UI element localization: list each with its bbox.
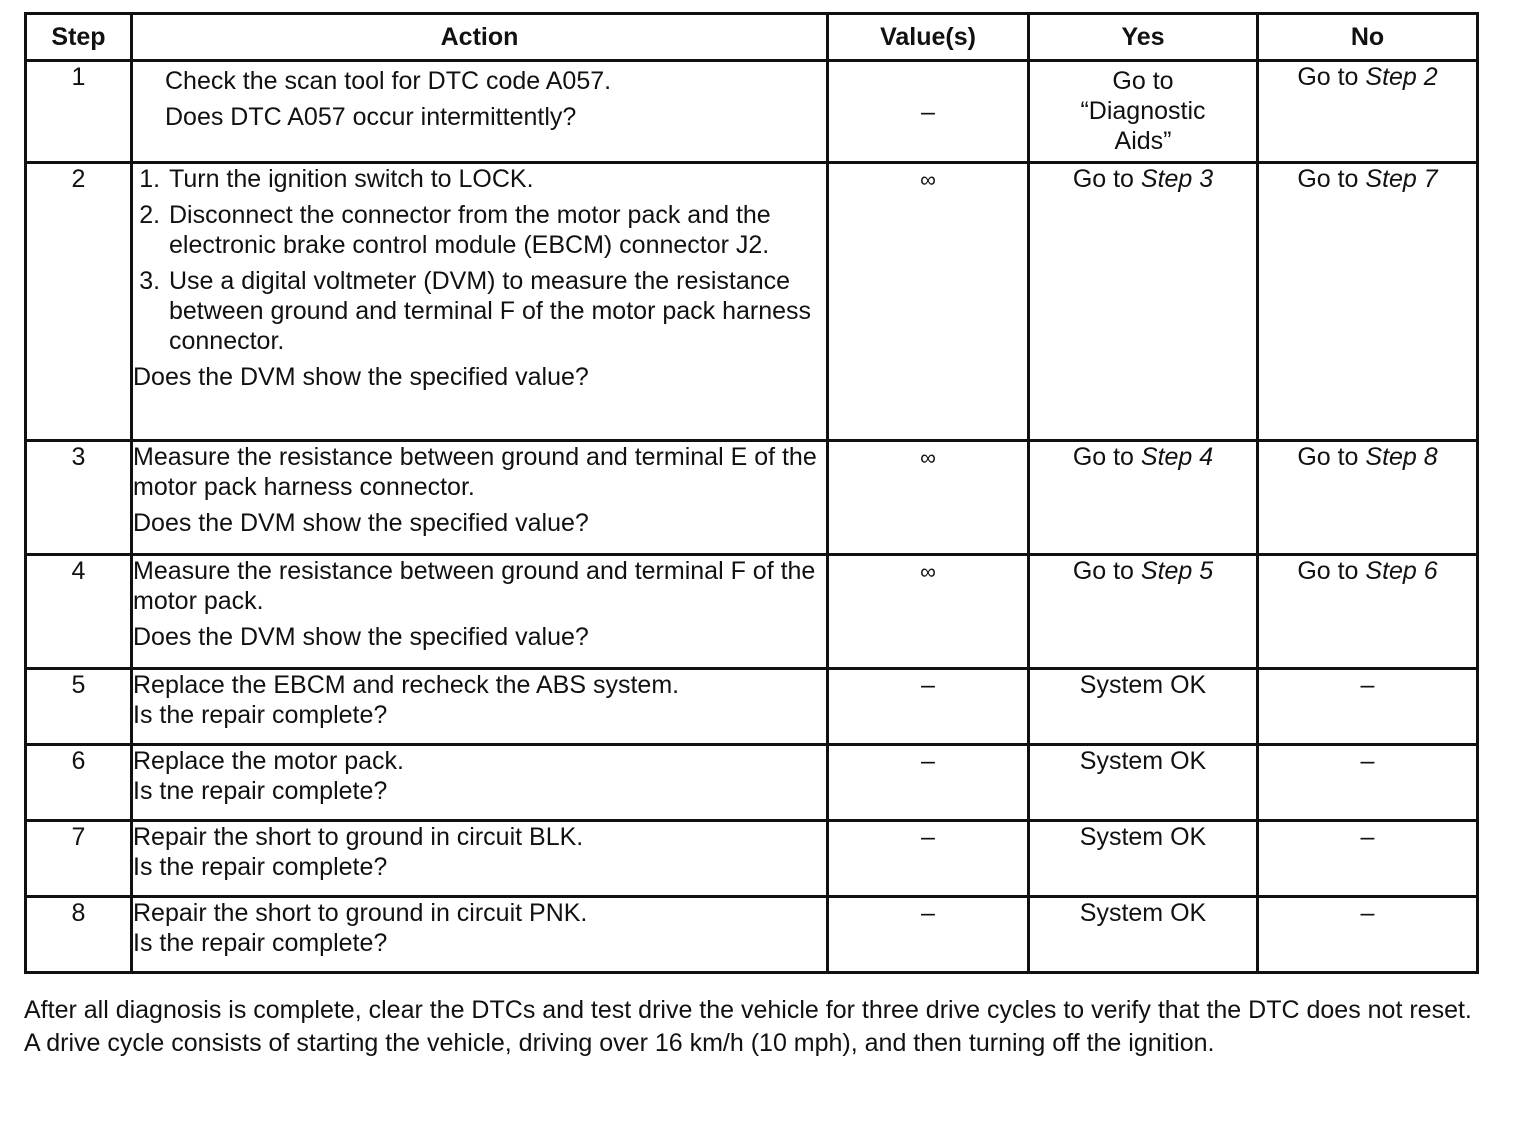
- action-text: Check the scan tool for DTC code A057.: [165, 67, 612, 95]
- no-prefix: Go to: [1297, 165, 1366, 193]
- step-number: 6: [26, 745, 132, 821]
- action-text: Measure the resistance between ground and terminal E of the motor pack harness connector.: [133, 443, 817, 501]
- action-question: Does DTC A057 occur intermittently?: [165, 103, 577, 131]
- diagnostic-table: [24, 12, 1479, 974]
- no-prefix: Go to: [1297, 557, 1366, 585]
- yes-cell: [1029, 821, 1258, 897]
- yes-text: System OK: [1079, 823, 1207, 851]
- value-text: –: [921, 747, 935, 775]
- step-number: 2: [26, 163, 132, 441]
- yes-cell: [1029, 441, 1258, 555]
- header-no: No: [1258, 14, 1478, 61]
- yes-text: System OK: [1079, 671, 1207, 699]
- header-yes: Yes: [1029, 14, 1258, 61]
- action-text: Measure the resistance between ground and terminal F of the motor pack.: [133, 557, 816, 615]
- no-text: –: [1360, 823, 1375, 851]
- action-question: Is the repair complete?: [133, 701, 388, 729]
- yes-cell: [1029, 555, 1258, 669]
- action-question: Does the DVM show the specified value?: [133, 363, 589, 391]
- step-number: 5: [26, 669, 132, 745]
- action-cell: [132, 555, 828, 669]
- no-cell: [1258, 821, 1478, 897]
- no-text: –: [1360, 899, 1375, 927]
- yes-text: System OK: [1079, 899, 1207, 927]
- infinity-value: ∞: [920, 167, 936, 192]
- table-row: [26, 61, 1478, 163]
- table-row: [26, 163, 1478, 441]
- no-cell: [1258, 61, 1478, 163]
- value-text: –: [921, 97, 935, 126]
- action-text: Replace the EBCM and recheck the ABS system.: [133, 671, 680, 699]
- table-row: [26, 441, 1478, 555]
- action-question: Is the repair complete?: [133, 929, 388, 957]
- yes-step-link: Step 3: [1140, 165, 1214, 193]
- value-text: –: [921, 899, 935, 927]
- header-action: Action: [132, 14, 828, 61]
- no-cell: [1258, 555, 1478, 669]
- value-cell: [828, 669, 1029, 745]
- action-steps-list: [133, 164, 826, 356]
- action-step-item: 3. Use a digital voltmeter (DVM) to measure the resistance between ground and terminal F of the motor pack harness connector.: [167, 266, 826, 356]
- yes-prefix: Go to: [1072, 165, 1141, 193]
- value-cell: [828, 61, 1029, 163]
- yes-cell: [1029, 745, 1258, 821]
- no-step-link: Step 2: [1365, 63, 1438, 91]
- yes-text: System OK: [1079, 747, 1207, 775]
- value-cell: [828, 821, 1029, 897]
- value-cell: [828, 441, 1029, 555]
- yes-prefix: Go to: [1072, 443, 1141, 471]
- step-number: 3: [26, 441, 132, 555]
- action-question: Is tne repair complete?: [133, 777, 388, 805]
- action-question: Does the DVM show the specified value?: [133, 623, 589, 651]
- action-cell: [132, 441, 828, 555]
- no-cell: [1258, 669, 1478, 745]
- action-step-item: 1. Turn the ignition switch to LOCK.: [167, 164, 826, 194]
- action-step-item: 2. Disconnect the connector from the motor pack and the electronic brake control module (EBCM) connector J2.: [167, 200, 826, 260]
- value-cell: [828, 555, 1029, 669]
- no-step-link: Step 8: [1365, 443, 1438, 471]
- no-cell: [1258, 745, 1478, 821]
- step-number: 4: [26, 555, 132, 669]
- action-question: Is the repair complete?: [133, 853, 388, 881]
- step-number: 1: [26, 61, 132, 163]
- step-number: 8: [26, 897, 132, 973]
- no-step-link: Step 7: [1365, 165, 1438, 193]
- yes-prefix: Go to: [1072, 557, 1141, 585]
- action-cell: [132, 897, 828, 973]
- no-text: –: [1360, 747, 1375, 775]
- yes-cell: [1029, 897, 1258, 973]
- header-step: Step: [26, 14, 132, 61]
- no-step-link: Step 6: [1365, 557, 1438, 585]
- value-text: –: [921, 823, 935, 851]
- table-row: [26, 555, 1478, 669]
- table-row: [26, 897, 1478, 973]
- action-text: Replace the motor pack.: [133, 747, 404, 775]
- no-prefix: Go to: [1297, 443, 1366, 471]
- yes-step-link: Step 5: [1140, 557, 1214, 585]
- action-cell: [132, 669, 828, 745]
- table-row: [26, 745, 1478, 821]
- yes-cell: [1029, 163, 1258, 441]
- yes-text: “Diagnostic: [1080, 97, 1206, 125]
- yes-cell: [1029, 61, 1258, 163]
- infinity-value: ∞: [920, 445, 936, 470]
- no-cell: [1258, 441, 1478, 555]
- action-text: Repair the short to ground in circuit PNK.: [133, 899, 588, 927]
- table-row: [26, 669, 1478, 745]
- yes-step-link: Step 4: [1140, 443, 1214, 471]
- action-text: Repair the short to ground in circuit BLK.: [133, 823, 584, 851]
- no-text: –: [1360, 671, 1375, 699]
- no-cell: [1258, 897, 1478, 973]
- action-cell: [132, 745, 828, 821]
- yes-text: Aids”: [1114, 127, 1172, 155]
- value-cell: [828, 163, 1029, 441]
- yes-text: Go to: [1112, 67, 1174, 95]
- step-number: 7: [26, 821, 132, 897]
- value-text: –: [921, 671, 935, 699]
- infinity-value: ∞: [920, 559, 936, 584]
- action-cell: [132, 821, 828, 897]
- yes-cell: [1029, 669, 1258, 745]
- footer-note: After all diagnosis is complete, clear the DTCs and test drive the vehicle for three drive cycles to verify that the DTC does not reset. A drive cycle consists of starting the vehicle, driving over 16 km/h (10 mph), and then turning off the ignition.: [24, 996, 1472, 1057]
- header-values: Value(s): [828, 14, 1029, 61]
- value-cell: [828, 745, 1029, 821]
- action-cell: [132, 61, 828, 163]
- no-prefix: Go to: [1297, 63, 1366, 91]
- table-row: [26, 821, 1478, 897]
- action-cell: [132, 163, 828, 441]
- action-question: Does the DVM show the specified value?: [133, 509, 589, 537]
- no-cell: [1258, 163, 1478, 441]
- value-cell: [828, 897, 1029, 973]
- header-row: [26, 14, 1478, 61]
